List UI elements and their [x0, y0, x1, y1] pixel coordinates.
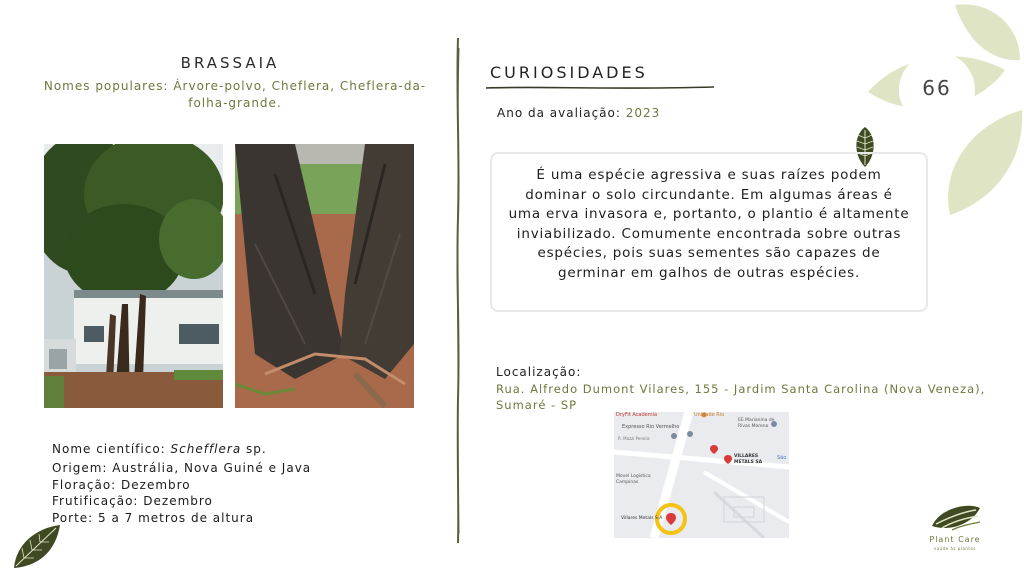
scientific-label: Nome científico: — [52, 442, 171, 456]
map-label-movel: Movel Logistica Campinas — [616, 474, 651, 485]
map-label-villares: VILLARES METALS SA — [734, 454, 763, 465]
origin: Origem: Austrália, Nova Guiné e Java — [52, 461, 312, 475]
brand-tagline: saúde às plantas — [934, 546, 976, 551]
scientific-suffix: sp. — [241, 442, 267, 456]
evaluation-year — [497, 106, 660, 120]
map-label-academia: DryFit Academia — [616, 412, 658, 418]
brand-logo-icon — [928, 502, 982, 534]
plant-title: BRASSAIA — [180, 54, 280, 72]
scientific-value: Schefflera — [170, 442, 242, 456]
map-label-expresso: Expresso Rio Vermelho — [622, 424, 680, 430]
tree-photo — [44, 144, 223, 408]
title-underline — [486, 85, 714, 91]
location-address: Rua. Alfredo Dumont Vilares, 155 - Jardim Santa Carolina (Nova Veneza), Sumaré - SP — [496, 382, 986, 412]
location-map[interactable] — [614, 412, 789, 538]
year-value: 2023 — [625, 106, 661, 120]
fruiting: Frutificação: Dezembro — [52, 494, 213, 508]
scientific-name — [52, 442, 267, 456]
trunk-photo — [235, 144, 414, 408]
brand-name: Plant Care — [929, 535, 981, 544]
curiosities-title: CURIOSIDADES — [490, 63, 648, 82]
year-label: Ano da avaliação: — [497, 106, 626, 120]
location-label: Localização: — [496, 365, 582, 379]
map-label-villares-pin: Villares Metals S.A — [621, 516, 663, 521]
popular-names: Nomes populares: Árvore-polvo, Cheflera, Cheflera-da-folha-grande. — [43, 79, 427, 110]
size: Porte: 5 a 7 metros de altura — [52, 511, 255, 525]
map-label-top-right: Unidade Rio — [694, 412, 725, 418]
map-label-escola: EE Marianina de Rivas Moreno — [738, 418, 775, 429]
map-label-street: R. Mazzi Pereira — [618, 436, 650, 441]
map-label-sao: São — [777, 455, 787, 461]
page-number: 66 — [922, 76, 952, 100]
flowering: Floração: Dezembro — [52, 478, 191, 492]
vertical-divider — [454, 38, 462, 543]
curiosities-box — [490, 152, 928, 312]
curiosities-text: É uma espécie agressiva e suas raízes podem dominar o solo circundante. Em algumas áreas é uma erva invasora e, portanto, o plantio é altamente inviabilizado. Comumente encontrada sobre outras espécies, pois suas sementes são capazes de germinar em galhos de outras espécies. — [508, 167, 910, 281]
leaf-icon-bottom-left — [10, 522, 62, 572]
